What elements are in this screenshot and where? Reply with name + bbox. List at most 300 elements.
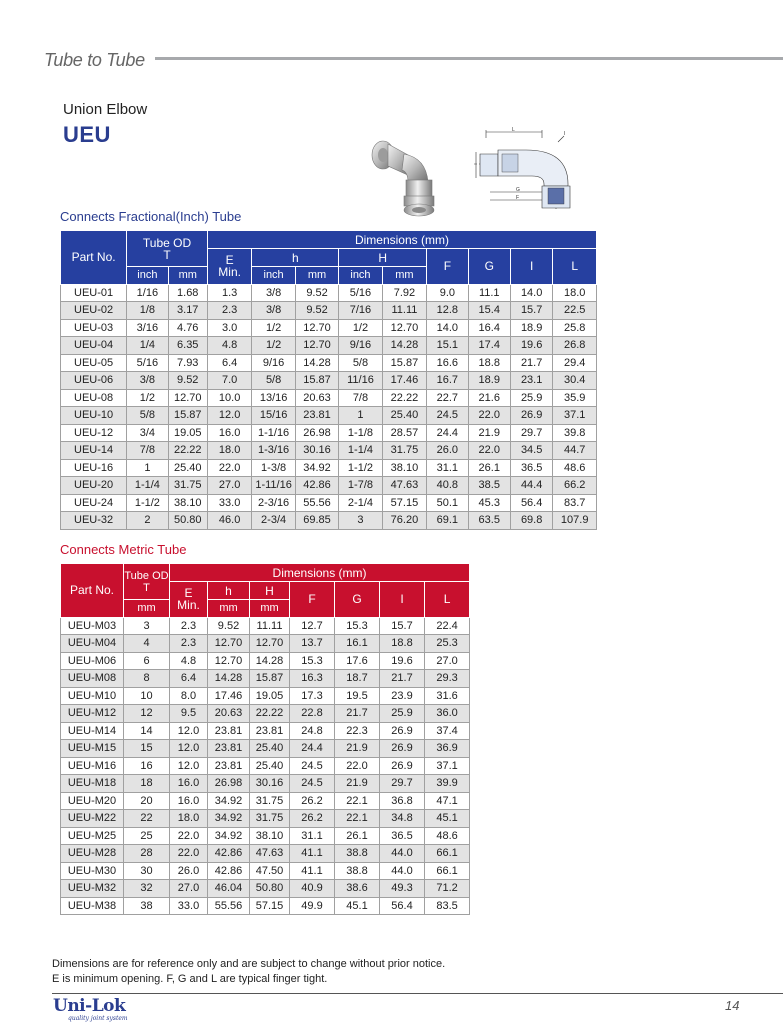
table-cell: 34.92 bbox=[208, 827, 250, 845]
table-cell: 55.56 bbox=[208, 897, 250, 915]
table-row bbox=[61, 424, 597, 442]
table-cell: 15.1 bbox=[427, 337, 468, 355]
table-cell: 3.17 bbox=[168, 302, 207, 320]
table-cell: 7/16 bbox=[339, 302, 382, 320]
part-number-cell: UEU-08 bbox=[61, 389, 127, 407]
table-cell: 22.3 bbox=[335, 722, 380, 740]
table-cell: 9.52 bbox=[208, 617, 250, 635]
table-cell: 18 bbox=[124, 775, 170, 793]
table-cell: 21.9 bbox=[335, 775, 380, 793]
part-number-cell: UEU-M16 bbox=[61, 757, 124, 775]
header-g: G bbox=[468, 249, 510, 285]
table-cell: 1.68 bbox=[168, 284, 207, 302]
note-finger-tight: E is minimum opening. F, G and L are typical finger tight. bbox=[52, 973, 328, 985]
table-cell: 16 bbox=[124, 757, 170, 775]
header-part-no: Part No. bbox=[61, 231, 127, 285]
table-cell: 69.85 bbox=[295, 512, 338, 530]
table-cell: 31.1 bbox=[427, 459, 468, 477]
table-cell: 23.81 bbox=[295, 407, 338, 425]
part-number-cell: UEU-20 bbox=[61, 477, 127, 495]
table-cell: 1-1/8 bbox=[339, 424, 382, 442]
header-h-upper: H bbox=[250, 582, 290, 600]
table-cell: 42.86 bbox=[208, 845, 250, 863]
table-cell: 22.8 bbox=[290, 705, 335, 723]
table-row bbox=[61, 319, 597, 337]
table-cell: 18.9 bbox=[510, 319, 552, 337]
table-row bbox=[61, 722, 470, 740]
inch-table-caption: Connects Fractional(Inch) Tube bbox=[60, 209, 242, 224]
table-cell: 14.28 bbox=[208, 670, 250, 688]
table-cell: 36.5 bbox=[380, 827, 425, 845]
table-cell: 24.4 bbox=[427, 424, 468, 442]
table-cell: 29.7 bbox=[380, 775, 425, 793]
table-cell: 19.6 bbox=[380, 652, 425, 670]
table-cell: 30.16 bbox=[250, 775, 290, 793]
table-cell: 18.0 bbox=[170, 810, 208, 828]
table-cell: 38.10 bbox=[382, 459, 426, 477]
table-cell: 1-11/16 bbox=[252, 477, 295, 495]
table-cell: 50.80 bbox=[168, 512, 207, 530]
table-cell: 38.8 bbox=[335, 845, 380, 863]
table-cell: 16.0 bbox=[207, 424, 251, 442]
table-cell: 1/2 bbox=[252, 319, 295, 337]
table-row bbox=[61, 477, 597, 495]
header-unit-mm: mm bbox=[295, 267, 338, 285]
table-cell: 28 bbox=[124, 845, 170, 863]
table-cell: 44.7 bbox=[553, 442, 597, 460]
table-cell: 1/2 bbox=[252, 337, 295, 355]
table-cell: 63.5 bbox=[468, 512, 510, 530]
table-cell: 2-1/4 bbox=[339, 494, 382, 512]
table-cell: 1-1/4 bbox=[339, 442, 382, 460]
table-cell: 25.40 bbox=[382, 407, 426, 425]
table-cell: 30.4 bbox=[553, 372, 597, 390]
table-cell: 14.28 bbox=[295, 354, 338, 372]
table-cell: 15.7 bbox=[510, 302, 552, 320]
header-tube-od-symbol: T bbox=[163, 247, 171, 262]
table-cell: 21.7 bbox=[335, 705, 380, 723]
table-cell: 15.87 bbox=[168, 407, 207, 425]
header-f: F bbox=[427, 249, 468, 285]
table-cell: 69.8 bbox=[510, 512, 552, 530]
header-unit-mm: mm bbox=[250, 600, 290, 618]
table-cell: 37.4 bbox=[425, 722, 470, 740]
table-cell: 2.3 bbox=[207, 302, 251, 320]
table-cell: 57.15 bbox=[382, 494, 426, 512]
part-number-cell: UEU-M15 bbox=[61, 740, 124, 758]
part-number-cell: UEU-M14 bbox=[61, 722, 124, 740]
part-number-cell: UEU-M12 bbox=[61, 705, 124, 723]
table-row bbox=[61, 652, 470, 670]
table-row bbox=[61, 862, 470, 880]
table-cell: 19.05 bbox=[250, 687, 290, 705]
part-number-cell: UEU-M28 bbox=[61, 845, 124, 863]
table-cell: 19.6 bbox=[510, 337, 552, 355]
table-cell: 1.3 bbox=[207, 284, 251, 302]
table-cell: 27.0 bbox=[170, 880, 208, 898]
table-cell: 12.70 bbox=[208, 652, 250, 670]
part-number-cell: UEU-16 bbox=[61, 459, 127, 477]
table-cell: 3 bbox=[339, 512, 382, 530]
table-cell: 22.22 bbox=[382, 389, 426, 407]
table-cell: 26.9 bbox=[380, 722, 425, 740]
table-cell: 38.5 bbox=[468, 477, 510, 495]
metric-table-caption: Connects Metric Tube bbox=[60, 542, 187, 557]
table-cell: 4.8 bbox=[170, 652, 208, 670]
table-cell: 50.80 bbox=[250, 880, 290, 898]
table-cell: 15.3 bbox=[290, 652, 335, 670]
table-cell: 1/4 bbox=[127, 337, 168, 355]
table-cell: 66.2 bbox=[553, 477, 597, 495]
table-cell: 1-1/4 bbox=[127, 477, 168, 495]
table-cell: 12.70 bbox=[295, 337, 338, 355]
header-unit-mm: mm bbox=[124, 600, 170, 618]
table-cell: 26.0 bbox=[427, 442, 468, 460]
table-cell: 1-1/16 bbox=[252, 424, 295, 442]
table-cell: 25.9 bbox=[510, 389, 552, 407]
table-cell: 22.5 bbox=[553, 302, 597, 320]
table-cell: 39.9 bbox=[425, 775, 470, 793]
table-row bbox=[61, 670, 470, 688]
table-cell: 17.3 bbox=[290, 687, 335, 705]
part-number-cell: UEU-04 bbox=[61, 337, 127, 355]
table-cell: 36.8 bbox=[380, 792, 425, 810]
table-cell: 26.0 bbox=[170, 862, 208, 880]
table-cell: 18.0 bbox=[207, 442, 251, 460]
table-cell: 31.6 bbox=[425, 687, 470, 705]
table-cell: 6.4 bbox=[170, 670, 208, 688]
table-cell: 26.8 bbox=[553, 337, 597, 355]
table-cell: 14.0 bbox=[510, 284, 552, 302]
table-row bbox=[61, 775, 470, 793]
table-cell: 48.6 bbox=[553, 459, 597, 477]
table-cell: 12.70 bbox=[168, 389, 207, 407]
table-cell: 3/8 bbox=[252, 284, 295, 302]
table-cell: 21.6 bbox=[468, 389, 510, 407]
header-tube-od bbox=[127, 231, 208, 267]
header-unit-inch: inch bbox=[127, 267, 168, 285]
table-cell: 50.1 bbox=[427, 494, 468, 512]
header-unit-mm: mm bbox=[208, 600, 250, 618]
table-cell: 49.3 bbox=[380, 880, 425, 898]
table-cell: 31.75 bbox=[250, 792, 290, 810]
table-cell: 30.16 bbox=[295, 442, 338, 460]
table-cell: 15.7 bbox=[380, 617, 425, 635]
table-cell: 37.1 bbox=[425, 757, 470, 775]
table-cell: 47.63 bbox=[382, 477, 426, 495]
table-cell: 9.52 bbox=[168, 372, 207, 390]
table-cell: 11.11 bbox=[382, 302, 426, 320]
table-cell: 1-3/16 bbox=[252, 442, 295, 460]
table-cell: 83.7 bbox=[553, 494, 597, 512]
header-part-no: Part No. bbox=[61, 564, 124, 618]
table-cell: 1-7/8 bbox=[339, 477, 382, 495]
table-cell: 56.4 bbox=[380, 897, 425, 915]
table-cell: 12.0 bbox=[170, 722, 208, 740]
part-number-cell: UEU-06 bbox=[61, 372, 127, 390]
table-row bbox=[61, 845, 470, 863]
table-row bbox=[61, 354, 597, 372]
table-cell: 9.0 bbox=[427, 284, 468, 302]
table-cell: 9/16 bbox=[339, 337, 382, 355]
table-cell: 71.2 bbox=[425, 880, 470, 898]
table-cell: 26.1 bbox=[335, 827, 380, 845]
table-cell: 2-3/16 bbox=[252, 494, 295, 512]
section-title: Tube to Tube bbox=[44, 50, 145, 70]
table-cell: 23.81 bbox=[208, 757, 250, 775]
table-cell: 1/16 bbox=[127, 284, 168, 302]
table-cell: 12.8 bbox=[427, 302, 468, 320]
table-cell: 12.7 bbox=[290, 617, 335, 635]
table-cell: 27.0 bbox=[207, 477, 251, 495]
table-cell: 14 bbox=[124, 722, 170, 740]
header-l: L bbox=[553, 249, 597, 285]
table-cell: 3/4 bbox=[127, 424, 168, 442]
footer-rule bbox=[52, 993, 783, 994]
table-row bbox=[61, 389, 597, 407]
table-cell: 17.6 bbox=[335, 652, 380, 670]
table-row bbox=[61, 337, 597, 355]
table-cell: 34.8 bbox=[380, 810, 425, 828]
table-cell: 28.57 bbox=[382, 424, 426, 442]
table-cell: 15 bbox=[124, 740, 170, 758]
table-cell: 21.7 bbox=[510, 354, 552, 372]
table-cell: 3 bbox=[124, 617, 170, 635]
table-cell: 22.1 bbox=[335, 810, 380, 828]
table-cell: 22.0 bbox=[468, 407, 510, 425]
part-number-cell: UEU-M20 bbox=[61, 792, 124, 810]
table-cell: 18.0 bbox=[553, 284, 597, 302]
table-cell: 42.86 bbox=[208, 862, 250, 880]
table-cell: 26.9 bbox=[510, 407, 552, 425]
table-cell: 16.3 bbox=[290, 670, 335, 688]
table-cell: 66.1 bbox=[425, 862, 470, 880]
table-cell: 44.0 bbox=[380, 862, 425, 880]
table-row bbox=[61, 372, 597, 390]
part-number-cell: UEU-05 bbox=[61, 354, 127, 372]
table-cell: 24.8 bbox=[290, 722, 335, 740]
table-cell: 69.1 bbox=[427, 512, 468, 530]
table-cell: 24.5 bbox=[290, 757, 335, 775]
header-dimensions: Dimensions (mm) bbox=[170, 564, 470, 582]
part-number-cell: UEU-M32 bbox=[61, 880, 124, 898]
header-l: L bbox=[425, 582, 470, 618]
header-h-lower: h bbox=[252, 249, 339, 267]
table-cell: 22 bbox=[124, 810, 170, 828]
table-cell: 31.75 bbox=[168, 477, 207, 495]
table-cell: 32 bbox=[124, 880, 170, 898]
table-row bbox=[61, 792, 470, 810]
table-cell: 26.98 bbox=[295, 424, 338, 442]
table-cell: 2.3 bbox=[170, 635, 208, 653]
table-cell: 15.4 bbox=[468, 302, 510, 320]
table-cell: 7/8 bbox=[127, 442, 168, 460]
unilok-logo: Uni-Lok bbox=[53, 996, 126, 1016]
table-cell: 40.9 bbox=[290, 880, 335, 898]
table-cell: 19.05 bbox=[168, 424, 207, 442]
union-elbow-photo bbox=[368, 130, 450, 222]
table-cell: 13/16 bbox=[252, 389, 295, 407]
table-cell: 23.9 bbox=[380, 687, 425, 705]
header-tube-od-label: Tube OD bbox=[124, 569, 169, 582]
table-row bbox=[61, 897, 470, 915]
table-cell: 20.63 bbox=[295, 389, 338, 407]
table-cell: 25 bbox=[124, 827, 170, 845]
table-cell: 1-1/2 bbox=[339, 459, 382, 477]
table-cell: 11.11 bbox=[250, 617, 290, 635]
header-g: G bbox=[335, 582, 380, 618]
table-cell: 12.70 bbox=[250, 635, 290, 653]
part-number-cell: UEU-01 bbox=[61, 284, 127, 302]
table-row bbox=[61, 302, 597, 320]
table-cell: 18.7 bbox=[335, 670, 380, 688]
table-cell: 29.4 bbox=[553, 354, 597, 372]
table-cell: 15.3 bbox=[335, 617, 380, 635]
table-cell: 5/8 bbox=[252, 372, 295, 390]
table-cell: 37.1 bbox=[553, 407, 597, 425]
part-number-cell: UEU-M10 bbox=[61, 687, 124, 705]
table-row bbox=[61, 512, 597, 530]
table-row bbox=[61, 810, 470, 828]
table-cell: 6.35 bbox=[168, 337, 207, 355]
table-cell: 34.92 bbox=[208, 810, 250, 828]
table-cell: 31.1 bbox=[290, 827, 335, 845]
table-cell: 48.6 bbox=[425, 827, 470, 845]
table-cell: 22.0 bbox=[170, 845, 208, 863]
table-cell: 57.15 bbox=[250, 897, 290, 915]
table-cell: 14.28 bbox=[382, 337, 426, 355]
table-cell: 16.0 bbox=[170, 792, 208, 810]
table-cell: 26.98 bbox=[208, 775, 250, 793]
table-row bbox=[61, 687, 470, 705]
part-number-cell: UEU-03 bbox=[61, 319, 127, 337]
table-cell: 56.4 bbox=[510, 494, 552, 512]
table-row bbox=[61, 705, 470, 723]
table-cell: 46.04 bbox=[208, 880, 250, 898]
table-cell: 18.8 bbox=[380, 635, 425, 653]
section-rule bbox=[155, 57, 783, 60]
table-cell: 26.9 bbox=[380, 740, 425, 758]
table-cell: 22.0 bbox=[170, 827, 208, 845]
header-unit-inch: inch bbox=[339, 267, 382, 285]
table-cell: 4.8 bbox=[207, 337, 251, 355]
table-cell: 17.46 bbox=[208, 687, 250, 705]
part-number-cell: UEU-M25 bbox=[61, 827, 124, 845]
table-cell: 21.9 bbox=[468, 424, 510, 442]
table-row bbox=[61, 284, 597, 302]
header-e bbox=[207, 249, 251, 285]
table-cell: 3/16 bbox=[127, 319, 168, 337]
svg-text:L: L bbox=[512, 127, 515, 133]
table-cell: 38.10 bbox=[250, 827, 290, 845]
table-cell: 16.0 bbox=[170, 775, 208, 793]
table-cell: 25.40 bbox=[250, 740, 290, 758]
part-number-cell: UEU-M03 bbox=[61, 617, 124, 635]
note-reference: Dimensions are for reference only and are subject to change without prior notice. bbox=[52, 958, 446, 970]
table-cell: 31.75 bbox=[382, 442, 426, 460]
table-cell: 4 bbox=[124, 635, 170, 653]
table-cell: 45.3 bbox=[468, 494, 510, 512]
table-cell: 22.1 bbox=[335, 792, 380, 810]
table-cell: 14.0 bbox=[427, 319, 468, 337]
svg-text:G: G bbox=[516, 187, 520, 193]
table-cell: 38 bbox=[124, 897, 170, 915]
part-number-cell: UEU-24 bbox=[61, 494, 127, 512]
table-cell: 38.8 bbox=[335, 862, 380, 880]
table-cell: 6.4 bbox=[207, 354, 251, 372]
part-number-cell: UEU-02 bbox=[61, 302, 127, 320]
header-e-label: E bbox=[225, 253, 234, 268]
table-cell: 29.3 bbox=[425, 670, 470, 688]
table-cell: 22.0 bbox=[207, 459, 251, 477]
table-cell: 11/16 bbox=[339, 372, 382, 390]
header-h-lower: h bbox=[208, 582, 250, 600]
table-cell: 21.7 bbox=[380, 670, 425, 688]
table-cell: 5/8 bbox=[127, 407, 168, 425]
table-cell: 36.5 bbox=[510, 459, 552, 477]
part-number-cell: UEU-M08 bbox=[61, 670, 124, 688]
table-cell: 17.46 bbox=[382, 372, 426, 390]
table-cell: 45.1 bbox=[425, 810, 470, 828]
table-cell: 24.5 bbox=[290, 775, 335, 793]
table-cell: 41.1 bbox=[290, 845, 335, 863]
svg-text:I: I bbox=[564, 131, 566, 137]
table-cell: 30 bbox=[124, 862, 170, 880]
table-cell: 26.1 bbox=[468, 459, 510, 477]
table-cell: 33.0 bbox=[170, 897, 208, 915]
metric-dimensions-table bbox=[60, 563, 470, 915]
table-cell: 20 bbox=[124, 792, 170, 810]
table-cell: 5/8 bbox=[339, 354, 382, 372]
header-h-upper: H bbox=[339, 249, 427, 267]
page-number: 14 bbox=[725, 998, 740, 1013]
part-number-cell: UEU-M38 bbox=[61, 897, 124, 915]
table-cell: 35.9 bbox=[553, 389, 597, 407]
table-cell: 3.0 bbox=[207, 319, 251, 337]
table-cell: 16.4 bbox=[468, 319, 510, 337]
table-cell: 12.0 bbox=[170, 757, 208, 775]
table-cell: 12.0 bbox=[207, 407, 251, 425]
table-cell: 15.87 bbox=[295, 372, 338, 390]
table-cell: 26.2 bbox=[290, 792, 335, 810]
table-cell: 6 bbox=[124, 652, 170, 670]
table-cell: 8.0 bbox=[170, 687, 208, 705]
part-number-cell: UEU-10 bbox=[61, 407, 127, 425]
part-number-cell: UEU-M22 bbox=[61, 810, 124, 828]
table-row bbox=[61, 880, 470, 898]
table-cell: 33.0 bbox=[207, 494, 251, 512]
table-cell: 16.1 bbox=[335, 635, 380, 653]
table-cell: 10 bbox=[124, 687, 170, 705]
table-cell: 3/8 bbox=[252, 302, 295, 320]
table-cell: 25.9 bbox=[380, 705, 425, 723]
union-elbow-drawing bbox=[472, 126, 580, 212]
header-f: F bbox=[290, 582, 335, 618]
table-cell: 22.22 bbox=[250, 705, 290, 723]
table-cell: 2 bbox=[127, 512, 168, 530]
table-cell: 20.63 bbox=[208, 705, 250, 723]
table-cell: 9/16 bbox=[252, 354, 295, 372]
table-cell: 34.92 bbox=[208, 792, 250, 810]
inch-dimensions-table bbox=[60, 230, 597, 530]
table-cell: 21.9 bbox=[335, 740, 380, 758]
table-cell: 36.0 bbox=[425, 705, 470, 723]
part-number-cell: UEU-32 bbox=[61, 512, 127, 530]
table-cell: 11.1 bbox=[468, 284, 510, 302]
table-cell: 2-3/4 bbox=[252, 512, 295, 530]
table-cell: 38.10 bbox=[168, 494, 207, 512]
table-cell: 38.6 bbox=[335, 880, 380, 898]
